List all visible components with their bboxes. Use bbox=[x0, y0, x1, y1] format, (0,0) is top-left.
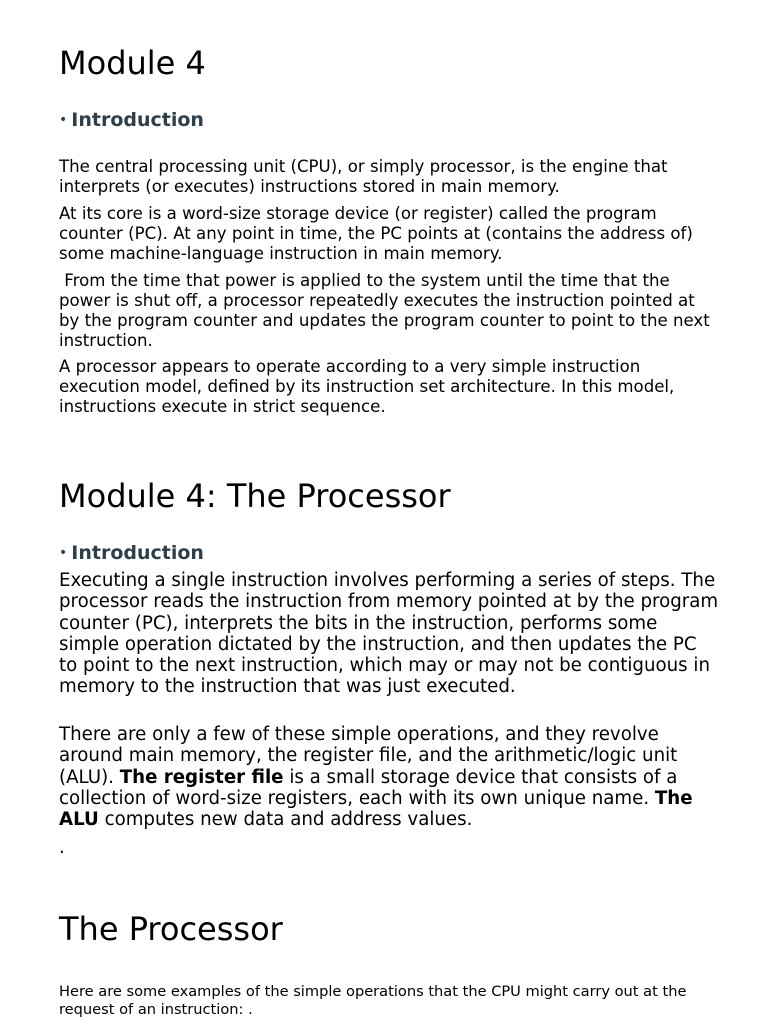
section1-bullet bbox=[59, 108, 204, 134]
section2-bullet-label: Introduction bbox=[71, 542, 204, 564]
section2-title: Module 4: The Processor bbox=[59, 477, 451, 515]
section2-bullet bbox=[59, 541, 204, 567]
section1-paragraph-4: A processor appears to operate according to a very simple instruction execution model, defined by its instruction set architecture. In this model, instructions execute in strict sequence. bbox=[59, 357, 675, 416]
section3-paragraph: Here are some examples of the simple operations that the CPU might carry out at the request of an instruction: . bbox=[59, 983, 687, 1018]
register-file-term: The register file bbox=[119, 766, 284, 788]
section3-title: The Processor bbox=[59, 910, 283, 948]
section1-paragraph-1: The central processing unit (CPU), or simply processor, is the engine that interprets (or executes) instructions stored in main memory. bbox=[59, 157, 668, 196]
paragraph2-text-2: is a small storage device that consists of a collection of word-size registers, each with its own unique name. bbox=[59, 766, 678, 809]
section1-paragraph-2: At its core is a word-size storage device (or register) called the program counter (PC). At any point in time, the PC points at (contains the address of) some machine-language instruction in main memory. bbox=[59, 204, 693, 263]
section2-paragraph-2 bbox=[59, 724, 719, 830]
section1-paragraph-3: From the time that power is applied to the system until the time that the power is shut off, a processor repeatedly executes the instruction pointed at by the program counter and updates the program counter to point to the next instruction. bbox=[59, 271, 715, 350]
section1-bullet-label: Introduction bbox=[71, 109, 204, 131]
bullet-dot-icon: • bbox=[59, 545, 68, 561]
section2-trailing-period: . bbox=[59, 837, 65, 858]
section2-paragraph-1: Executing a single instruction involves performing a series of steps. The processor reads the instruction from memory pointed at by the program counter (PC), interprets the bits in the instruction, performs some simple operation dictated by the instruction, and then updates the PC to point to the next instruction, which may or may not be contiguous in memory to the instruction that was just executed. bbox=[59, 570, 719, 698]
section1-title: Module 4 bbox=[59, 44, 206, 82]
bullet-dot-icon: • bbox=[59, 112, 68, 128]
paragraph2-text-1: There are only a few of these simple operations, and they revolve around main memory, the register file, and the arithmetic/logic unit (ALU). bbox=[59, 724, 678, 788]
alu-term: The ALU bbox=[59, 787, 693, 831]
paragraph2-text-3: computes new data and address values. bbox=[98, 809, 473, 831]
